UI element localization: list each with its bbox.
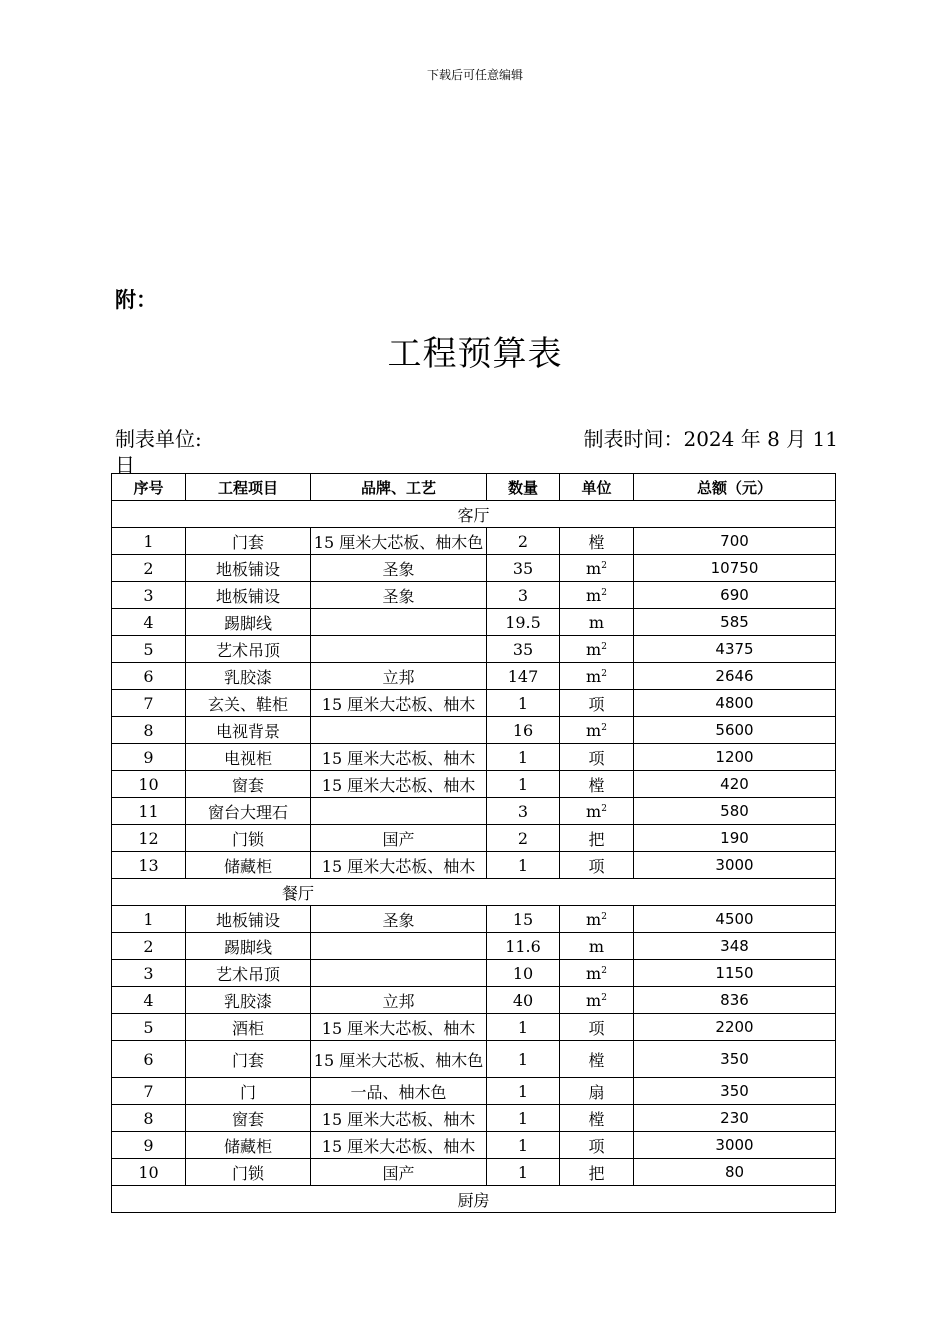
cell-unit: [560, 906, 634, 933]
cell-unit: [560, 1132, 634, 1159]
cell-unit: [560, 825, 634, 852]
cell-unit: [560, 663, 634, 690]
cell-brand: [311, 960, 487, 987]
cell-unit: [560, 555, 634, 582]
cell-brand: 15 厘米大芯板、柚木色: [311, 528, 487, 555]
cell-item: 电视背景: [186, 717, 311, 744]
cell-unit: [560, 717, 634, 744]
cell-no: 8: [112, 717, 186, 744]
cell-unit: [560, 582, 634, 609]
prepared-time-date-wrap: 日: [115, 453, 135, 477]
cell-total: 350: [634, 1078, 836, 1105]
cell-qty: 3: [487, 582, 560, 609]
cell-item: 艺术吊顶: [186, 960, 311, 987]
table-row: [112, 717, 836, 744]
unit-text: m: [586, 990, 602, 1010]
cell-qty: 1: [487, 1159, 560, 1186]
cell-total: 190: [634, 825, 836, 852]
cell-no: 4: [112, 609, 186, 636]
page-title: 工程预算表: [387, 334, 563, 374]
unit-superscript: 2: [601, 722, 607, 733]
cell-item: 踢脚线: [186, 933, 311, 960]
table-row: [112, 987, 836, 1014]
col-header-brand: 品牌、工艺: [311, 474, 487, 501]
unit-text: m: [586, 963, 602, 983]
cell-no: 5: [112, 1014, 186, 1041]
cell-unit: [560, 636, 634, 663]
section-header-row: [112, 879, 836, 906]
cell-item: 地板铺设: [186, 555, 311, 582]
col-header-unit: 单位: [560, 474, 634, 501]
cell-no: 6: [112, 663, 186, 690]
cell-brand: 15 厘米大芯板、柚木: [311, 690, 487, 717]
cell-qty: 15: [487, 906, 560, 933]
unit-text: m: [588, 936, 605, 956]
table-row: [112, 906, 836, 933]
table-row: [112, 960, 836, 987]
unit-text: 项: [588, 856, 605, 876]
cell-unit: [560, 1041, 634, 1078]
cell-item: 电视柜: [186, 744, 311, 771]
cell-item: 门: [186, 1078, 311, 1105]
cell-unit: [560, 1014, 634, 1041]
unit-superscript: 2: [601, 668, 607, 679]
cell-unit: [560, 852, 634, 879]
cell-no: 7: [112, 690, 186, 717]
cell-item: 门锁: [186, 825, 311, 852]
cell-qty: 1: [487, 771, 560, 798]
table-row: [112, 1014, 836, 1041]
unit-text: 项: [588, 1136, 605, 1156]
cell-qty: 1: [487, 1078, 560, 1105]
cell-unit: [560, 1159, 634, 1186]
cell-brand: 15 厘米大芯板、柚木: [311, 1132, 487, 1159]
prepared-time: [583, 423, 838, 452]
unit-text: 项: [588, 694, 605, 714]
table-row: [112, 1159, 836, 1186]
section-title: 客厅: [112, 501, 836, 528]
table-row: [112, 528, 836, 555]
cell-unit: [560, 528, 634, 555]
cell-qty: 1: [487, 1041, 560, 1078]
cell-no: 10: [112, 771, 186, 798]
header-note: 下载后可任意编辑: [426, 68, 523, 82]
unit-superscript: 2: [601, 587, 607, 598]
cell-qty: 19.5: [487, 609, 560, 636]
unit-text: 扇: [588, 1082, 605, 1102]
cell-no: 11: [112, 798, 186, 825]
unit-text: 把: [588, 1163, 605, 1183]
unit-superscript: 2: [601, 911, 607, 922]
cell-item: 门套: [186, 528, 311, 555]
table-row: [112, 1078, 836, 1105]
cell-no: 1: [112, 528, 186, 555]
cell-total: 80: [634, 1159, 836, 1186]
cell-total: 348: [634, 933, 836, 960]
cell-brand: 15 厘米大芯板、柚木: [311, 771, 487, 798]
cell-no: 10: [112, 1159, 186, 1186]
cell-unit: [560, 933, 634, 960]
cell-qty: 35: [487, 555, 560, 582]
unit-text: 把: [588, 829, 605, 849]
cell-brand: 15 厘米大芯板、柚木色: [311, 1041, 487, 1078]
unit-text: m: [586, 666, 602, 686]
unit-text: 樘: [588, 1109, 605, 1129]
cell-brand: [311, 636, 487, 663]
cell-item: 储藏柜: [186, 1132, 311, 1159]
cell-brand: 圣象: [311, 906, 487, 933]
cell-brand: 立邦: [311, 987, 487, 1014]
unit-text: 樘: [588, 775, 605, 795]
attachment-prefix: 附：: [115, 288, 157, 312]
cell-no: 9: [112, 1132, 186, 1159]
cell-total: 230: [634, 1105, 836, 1132]
cell-unit: [560, 771, 634, 798]
cell-brand: [311, 609, 487, 636]
cell-unit: [560, 744, 634, 771]
col-header-total: 总额（元）: [634, 474, 836, 501]
cell-brand: 圣象: [311, 555, 487, 582]
cell-total: 350: [634, 1041, 836, 1078]
cell-brand: [311, 798, 487, 825]
cell-total: 2200: [634, 1014, 836, 1041]
cell-qty: 2: [487, 825, 560, 852]
cell-item: 酒柜: [186, 1014, 311, 1041]
cell-unit: [560, 798, 634, 825]
table-row: [112, 1041, 836, 1078]
table-header-row: [112, 474, 836, 501]
cell-qty: 1: [487, 690, 560, 717]
col-header-qty: 数量: [487, 474, 560, 501]
unit-text: m: [586, 639, 602, 659]
cell-total: 580: [634, 798, 836, 825]
table-row: [112, 1132, 836, 1159]
cell-brand: 15 厘米大芯板、柚木: [311, 852, 487, 879]
unit-superscript: 2: [601, 992, 607, 1003]
cell-brand: 15 厘米大芯板、柚木: [311, 1105, 487, 1132]
cell-total: 3000: [634, 1132, 836, 1159]
section-header-row: [112, 1186, 836, 1213]
cell-no: 4: [112, 987, 186, 1014]
col-header-item: 工程项目: [186, 474, 311, 501]
unit-text: m: [586, 585, 602, 605]
cell-item: 艺术吊顶: [186, 636, 311, 663]
cell-item: 门锁: [186, 1159, 311, 1186]
cell-unit: [560, 987, 634, 1014]
cell-total: 3000: [634, 852, 836, 879]
cell-item: 窗台大理石: [186, 798, 311, 825]
cell-brand: 15 厘米大芯板、柚木: [311, 744, 487, 771]
cell-no: 6: [112, 1041, 186, 1078]
cell-no: 7: [112, 1078, 186, 1105]
table-row: [112, 1105, 836, 1132]
cell-total: 690: [634, 582, 836, 609]
cell-item: 乳胶漆: [186, 663, 311, 690]
cell-total: 700: [634, 528, 836, 555]
cell-qty: 2: [487, 528, 560, 555]
cell-brand: 15 厘米大芯板、柚木: [311, 1014, 487, 1041]
cell-no: 1: [112, 906, 186, 933]
unit-superscript: 2: [601, 965, 607, 976]
cell-no: 3: [112, 582, 186, 609]
cell-no: 9: [112, 744, 186, 771]
cell-brand: 国产: [311, 1159, 487, 1186]
table-row: [112, 798, 836, 825]
cell-qty: 1: [487, 1132, 560, 1159]
cell-unit: [560, 609, 634, 636]
cell-total: 5600: [634, 717, 836, 744]
cell-no: 2: [112, 555, 186, 582]
cell-total: 2646: [634, 663, 836, 690]
cell-total: 1150: [634, 960, 836, 987]
table-row: [112, 825, 836, 852]
cell-unit: [560, 1078, 634, 1105]
table-row: [112, 582, 836, 609]
table-row: [112, 933, 836, 960]
unit-text: 项: [588, 1018, 605, 1038]
cell-total: 1200: [634, 744, 836, 771]
cell-item: 门套: [186, 1041, 311, 1078]
cell-unit: [560, 690, 634, 717]
cell-qty: 1: [487, 852, 560, 879]
cell-total: 585: [634, 609, 836, 636]
cell-brand: 一品、柚木色: [311, 1078, 487, 1105]
unit-superscript: 2: [601, 560, 607, 571]
cell-item: 地板铺设: [186, 582, 311, 609]
budget-table: [111, 473, 836, 1213]
table-row: [112, 609, 836, 636]
cell-qty: 40: [487, 987, 560, 1014]
cell-qty: 10: [487, 960, 560, 987]
cell-no: 2: [112, 933, 186, 960]
cell-item: 窗套: [186, 771, 311, 798]
cell-brand: [311, 933, 487, 960]
cell-item: 玄关、鞋柜: [186, 690, 311, 717]
section-header-row: [112, 501, 836, 528]
unit-text: 项: [588, 748, 605, 768]
unit-superscript: 2: [601, 641, 607, 652]
cell-no: 5: [112, 636, 186, 663]
cell-qty: 1: [487, 1105, 560, 1132]
cell-total: 836: [634, 987, 836, 1014]
prepared-time-label: 制表时间：: [583, 427, 684, 451]
unit-text: 樘: [588, 1050, 605, 1070]
table-row: [112, 852, 836, 879]
cell-brand: 立邦: [311, 663, 487, 690]
cell-item: 储藏柜: [186, 852, 311, 879]
unit-text: m: [586, 720, 602, 740]
budget-table-body: [112, 501, 836, 1213]
section-title: 厨房: [112, 1186, 836, 1213]
table-row: [112, 744, 836, 771]
cell-qty: 3: [487, 798, 560, 825]
unit-text: m: [586, 801, 602, 821]
cell-item: 踢脚线: [186, 609, 311, 636]
cell-item: 乳胶漆: [186, 987, 311, 1014]
cell-total: 10750: [634, 555, 836, 582]
cell-total: 4500: [634, 906, 836, 933]
cell-brand: [311, 717, 487, 744]
table-row: [112, 555, 836, 582]
cell-qty: 11.6: [487, 933, 560, 960]
cell-no: 8: [112, 1105, 186, 1132]
cell-qty: 1: [487, 1014, 560, 1041]
cell-item: 窗套: [186, 1105, 311, 1132]
cell-qty: 35: [487, 636, 560, 663]
col-header-no: 序号: [112, 474, 186, 501]
cell-unit: [560, 960, 634, 987]
cell-no: 3: [112, 960, 186, 987]
cell-total: 4800: [634, 690, 836, 717]
unit-text: m: [588, 612, 605, 632]
table-row: [112, 663, 836, 690]
cell-total: 420: [634, 771, 836, 798]
table-row: [112, 771, 836, 798]
cell-qty: 1: [487, 744, 560, 771]
cell-brand: 国产: [311, 825, 487, 852]
table-row: [112, 636, 836, 663]
prepared-by-label: 制表单位:: [115, 427, 202, 451]
cell-unit: [560, 1105, 634, 1132]
unit-text: m: [586, 909, 602, 929]
cell-brand: 圣象: [311, 582, 487, 609]
unit-text: 樘: [588, 532, 605, 552]
unit-text: m: [586, 558, 602, 578]
unit-superscript: 2: [601, 803, 607, 814]
cell-qty: 16: [487, 717, 560, 744]
section-title: 餐厅: [112, 879, 836, 906]
table-row: [112, 690, 836, 717]
prepared-time-date: 2024 年 8 月 11: [683, 427, 838, 451]
cell-no: 13: [112, 852, 186, 879]
cell-no: 12: [112, 825, 186, 852]
cell-item: 地板铺设: [186, 906, 311, 933]
cell-qty: 147: [487, 663, 560, 690]
cell-total: 4375: [634, 636, 836, 663]
